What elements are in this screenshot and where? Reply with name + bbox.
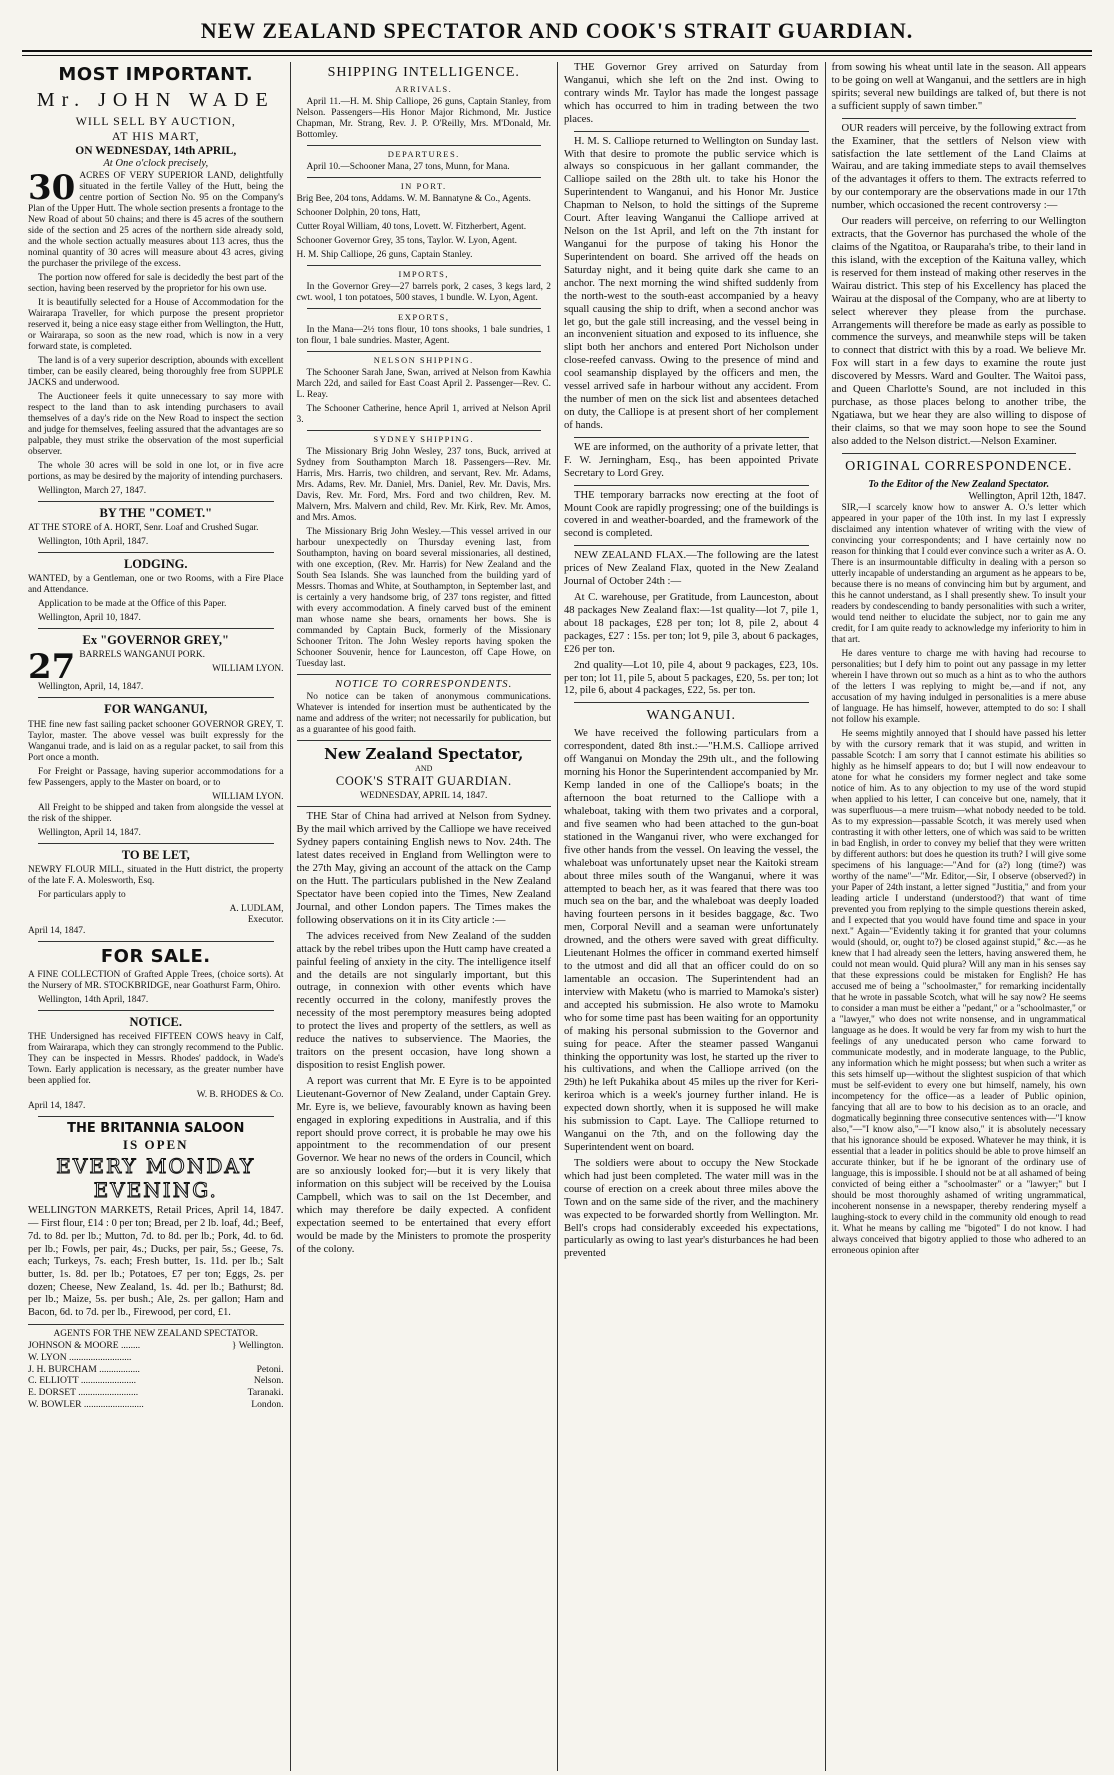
column-correspondence bbox=[825, 62, 1093, 1771]
shipping-entry: Schooner Dolphin, 20 tons, Hatt, bbox=[296, 207, 421, 218]
notice-text: No notice can be taken of anonymous communications. Whatever is intended for insertion must be authenticated by the name and address of the writer; not necessarily for publication, but as a guarantee of his good faith. bbox=[296, 691, 551, 735]
ad-paragraph: For particulars apply to bbox=[38, 889, 126, 900]
shipping-entry: April 10.—Schooner Mana, 27 tons, Munn, for Mana. bbox=[306, 161, 510, 172]
editorial-paragraph: THE Star of China had arrived at Nelson from Sydney. By the mail which arrived by the Calliope we have received Sydney papers containing English news to Nov. 24th. The latest dates received in England from Wellington were to the 27th May, giving an account of the attack on the Camp on the Hutt. The particulars published in the New Zealand Spectator have been copied into the Times, New Zealand Journal, and other London papers. The Times makes the following observations on it in its City article :— bbox=[296, 811, 551, 926]
agent-name: C. ELLIOTT ....................... bbox=[28, 1375, 137, 1387]
ad-paragraph: A FINE COLLECTION of Grafted Apple Trees, (choice sorts). At the Nursery of MR. STOCKBRIDGE, near Goathurst Farm, Ohiro. bbox=[28, 969, 284, 991]
ad-paragraph: The portion now offered for sale is decidedly the best part of the section, having been reserved by the proprietor for his own use. bbox=[28, 272, 284, 294]
ad-auctioneer-name: Mr. JOHN WADE bbox=[36, 88, 275, 111]
news-paragraph: 2nd quality—Lot 10, pile 4, about 9 packages, £23, 10s. per ton; lot 11, pile 5, about 5 packages, £20, 5s. per ton; lot 12, pile 6, about 4 packages, £22, 5s. per ton. bbox=[564, 659, 819, 697]
ad-signature: Wellington, April 14, 1847. bbox=[38, 827, 141, 838]
paper-and: AND bbox=[415, 763, 433, 773]
ad-notice-title: NOTICE. bbox=[129, 1014, 182, 1029]
ad-comet-title: BY THE "COMET." bbox=[99, 505, 213, 520]
divider bbox=[38, 552, 274, 553]
ad-paragraph: Application to be made at the Office of this Paper. bbox=[38, 599, 227, 610]
saloon-title: THE BRITANNIA SALOON bbox=[67, 1120, 245, 1136]
ad-governor-grey-title: Ex "GOVERNOR GREY," bbox=[82, 633, 229, 648]
ad-for-sale-title: FOR SALE. bbox=[100, 945, 211, 967]
divider bbox=[38, 843, 274, 844]
agent-row bbox=[28, 1375, 284, 1387]
ad-line: WILL SELL BY AUCTION, bbox=[75, 114, 236, 129]
subhead-sydney: SYDNEY SHIPPING. bbox=[373, 433, 475, 444]
paper-subtitle: COOK'S STRAIT GUARDIAN. bbox=[335, 773, 512, 788]
ad-line: AT HIS MART, bbox=[111, 128, 200, 143]
ad-date: ON WEDNESDAY, 14th APRIL, bbox=[75, 144, 237, 157]
columns bbox=[22, 62, 1092, 1771]
subhead-nelson: NELSON SHIPPING. bbox=[373, 354, 474, 365]
shipping-entry: April 11.—H. M. Ship Calliope, 26 guns, Captain Stanley, from Nelson. Passengers—His Honor Major Richmond, Mr. Justice Chapman, Mr. Strang, Rev. J. P. O'Reilly, Mrs. M'Donald, Mr. Bottomley. bbox=[296, 97, 551, 141]
divider bbox=[307, 145, 542, 146]
agent-name: W. LYON .......................... bbox=[28, 1351, 132, 1363]
divider bbox=[574, 131, 809, 132]
shipping-entry: Cutter Royal William, 40 tons, Lovett. W. Fitzherbert, Agent. bbox=[296, 221, 527, 232]
letter-paragraph: He dares venture to charge me with having had recourse to personalities; but I defy him to point out any passage in my letter wherein I have thrown out so much as a hint as to who the authors of the letters I was replying to might be,—and if not, any accusation of my having indulged in personalities is a mere abuse of language. He has himself, however, attempted to do so: I shall not follow his example. bbox=[831, 649, 1086, 726]
ad-paragraph: ACRES OF VERY SUPERIOR LAND, delightfully situated in the fertile Valley of the Hutt, being the centre portion of Section No. 95 on the Company's Plan of the Upper Hutt. The whole section presents a frontage to the New Road of about 50 chains; and there is 45 acres of the southern side of the section and 25 acres of the northern side already sold, and the whole section actually measures about 113 acres, thus the nominal quantity of 30 acres will measure about 43 acres, giving the purchaser the privilege of the excess. bbox=[28, 170, 284, 269]
divider bbox=[297, 806, 552, 807]
column-news bbox=[557, 62, 825, 1771]
agent-row bbox=[28, 1399, 284, 1411]
subhead-arrivals: ARRIVALS. bbox=[395, 84, 453, 95]
ad-name: A. LUDLAM, bbox=[229, 903, 284, 914]
ad-signature: Wellington, April 10, 1847. bbox=[38, 613, 141, 624]
masthead: NEW ZEALAND SPECTATOR AND COOK'S STRAIT GUARDIAN. bbox=[200, 18, 914, 43]
shipping-entry: Schooner Governor Grey, 35 tons, Taylor. W. Lyon, Agent. bbox=[296, 235, 517, 246]
news-paragraph: We have received the following particulars from a correspondent, dated 8th inst.:—"H.M.S. Calliope arrived off Wanganui on Monday the 29th ult., and the following morning his Honor the Superintendent accompanied by Mr. Kemp landed in one of the Calliope's boats; in the afternoon the boat returned to the Calliope with a whaleboat, taking with them two privates and a corporal, and five seamen who had been attached to the gun-boat stationed in the Wanganui river, who were exchanged for five other hands from the vessel. On leaving the vessel, the whaleboat was unfortunately upset near the Kaitoki stream about three miles south of the Wanganui, where it was attempted to beach her, as it was feared that there was too much sea on the bar, and the whaleboat was deeply loaded having fourteen persons in it besides baggage, &c. Two men, Corporal Nevill and a seaman were unfortunately drowned, and the others were saved with great difficulty. Lieutenant Holmes the officer in command exerted himself to the utmost and did all that an officer could do on so lamentable an occasion. The Superintendent had an interview with Maketu (who is married to Mamoka's sister) and accepted his submission. He also wrote to Mamoku who for some time past has been waiting for an opportunity of making his personal submission to the Governor and suing for peace. After the steamer passed Wanganui thinking the opportunity was lost, he started up the river to his cultivations, and when the Calliope arrived (on the 29th) he left Pukahika about 45 miles up the river for Keri-keriroa which is a week's journey further inland. He is expected down shortly, when it is supposed he will make his submission to Capt. Laye. The Calliope returned to Wanganui on the 7th, and on the following day the Superintendent went on board. bbox=[564, 728, 819, 1153]
ad-name: WILLIAM LYON. bbox=[212, 664, 284, 675]
divider bbox=[574, 702, 809, 703]
column-shipping bbox=[290, 62, 558, 1771]
ad-land-body bbox=[28, 167, 284, 497]
ad-to-let-title: TO BE LET, bbox=[121, 847, 190, 862]
news-paragraph: from sowing his wheat until late in the season. All appears to be going on well at Wanganui, and the settlers are in high spirits; several new buildings are talked of, but there is not a sufficient supply of sawn timber." bbox=[831, 62, 1086, 112]
letter-paragraph: SIR,—I scarcely know how to answer A. O.'s letter which appeared in your paper of the 10th inst. In my last I expressly disclaimed any intention whatever of writing with the view of convincing your correspondents; and I have certainly now no reason for thinking that I could ever convince such a writer as A. O. There is an insurmountable difficulty in dealing with a person so utterly incapable of understanding an argument as he appears to be, because there is no means of convincing him but by argument, and this he cannot understand, as I shall presently shew. To insult your readers by condescending to bandy personalities with such a writer, would tend neither to elucidate the subject, nor to gain me any credit, for I am quite ready to acknowledge my inferiority to him in that art. bbox=[831, 503, 1086, 646]
divider bbox=[307, 430, 542, 431]
correspondence-date: Wellington, April 12th, 1847. bbox=[968, 491, 1086, 502]
divider bbox=[28, 1324, 284, 1325]
ad-paragraph: NEWRY FLOUR MILL, situated in the Hutt district, the property of the late F. A. Molesworth, Esq. bbox=[28, 864, 284, 886]
editorial-paragraph: A report was current that Mr. E Eyre is to be appointed Lieutenant-Governor of New Zealand, under Captain Grey. Mr. Eyre is, we believe, favourably known as having been engaged in exploring expeditions in Australia, and if this report should prove correct, it is probable he may owe his appointment to the recommendation of our present Governor. We hear no news of the orders in Council, which are so anxiously looked for;—but it is very likely that information on this subject will be received by the Louisa Campbell, which was to sail on the 1st December, and which may therefore be daily expected. A confident expectation seemed to be entertained that every effort would be made by the Ministers to promote the prosperity of the colony. bbox=[296, 1075, 551, 1255]
divider bbox=[297, 740, 552, 741]
ad-signature: Wellington, 10th April, 1847. bbox=[38, 536, 149, 547]
divider bbox=[307, 265, 542, 266]
news-paragraph: OUR readers will perceive, by the following extract from the Examiner, that the settlers of Nelson view with satisfaction the late settlement of the Land Claims at Wairau, and are taking immediate steps to avail themselves of the advantages it offers to them. The extracts referred to by our contemporary are the observations made in our 17th number, which occasioned the recent controversy :— bbox=[831, 122, 1086, 212]
divider bbox=[38, 1010, 274, 1011]
saloon-open: IS OPEN bbox=[122, 1136, 189, 1152]
markets-prices: WELLINGTON MARKETS, Retail Prices, April 14, 1847. — First flour, £14 : 0 per ton; Bread, per 2 lb. loaf, 4d.; Beef, 7d. to 8d. per lb.; Mutton, 7d. to 8d. per lb.; Pork, 4d. to 6d. per lb.; Fowls, per pair, 4s.; Ducks, per pair, 5s.; Geese, 7s. each; Turkeys, 7s. each; Fresh butter, 1s. 11d. per lb.; Salt butter, 1s. 8d. per lb.; Potatoes, £7 per ton; Eggs, 2s. per dozen; Cheese, New Zealand, 1s. 4d. per lb.; Bathurst; 8d. per lb.; Maize, 5s. per bush.; Ale, 2s. per gallon; Ham and Bacon, 6d. to 7d. per lb., Firewood, per cord, £1. bbox=[28, 1205, 284, 1318]
news-paragraph: The soldiers were about to occupy the New Stockade which had just been completed. The water mill was in the course of erection on a creek about three miles above the Town and on the same side of the river, and the machinery was expected to be forwarded shortly from Wellington. Mr. Bell's crops had considerably exceeded his expectations, particularly as owing to last year's disturbances he had been prevented bbox=[564, 1157, 819, 1260]
divider bbox=[38, 501, 274, 502]
subhead-exports: EXPORTS, bbox=[398, 311, 450, 322]
shipping-entry: The Missionary Brig John Wesley, 237 tons, Buck, arrived at Sydney from Southampton March 18. Passengers—Rev. Mr. Harris, Mrs. Harris, two children, and servant, Rev. Mr. Adams, Mrs. Adams, Rev. Mr. Daniel, Mrs. Daniel, Rev. Mr. Davis, Mrs. Davis, Rev. Mr. Ford, Mrs. Ford and two children, Rev. M. Malvern, Mrs. Malvern and child, Rev. Mr. Kirk, Rev. Mr. Amos, and Mrs. Amos. bbox=[296, 446, 551, 523]
shipping-entry: Brig Bee, 204 tons, Addams. W. M. Bannatyne & Co., Agents. bbox=[296, 193, 531, 204]
ad-name: W. B. RHODES & Co. bbox=[196, 1089, 284, 1100]
news-paragraph: WE are informed, on the authority of a private letter, that F. W. Jerningham, Esq., has been appointed Private Secretary to Lord Grey. bbox=[564, 441, 819, 479]
agent-name: W. BOWLER ......................... bbox=[28, 1398, 144, 1410]
agent-row bbox=[28, 1364, 284, 1376]
ad-paragraph: The land is of a very superior description, abounds with excellent timber, can be easily cleared, being thoroughly free from SUPPLE JACKS and underwood. bbox=[28, 355, 284, 388]
wanganui-title: WANGANUI. bbox=[646, 708, 736, 724]
shipping-title: SHIPPING INTELLIGENCE. bbox=[327, 65, 520, 80]
subhead-in-port: IN PORT. bbox=[400, 180, 447, 191]
ad-paragraph: All Freight to be shipped and taken from alongside the vessel at the risk of the shipper. bbox=[28, 802, 284, 824]
agent-row bbox=[28, 1340, 284, 1352]
ad-lodging-title: LODGING. bbox=[123, 556, 188, 571]
divider bbox=[297, 674, 552, 675]
ad-signature: Wellington, April, 14, 1847. bbox=[38, 682, 144, 693]
agent-location bbox=[205, 1352, 284, 1364]
correspondence-to: To the Editor of the New Zealand Spectator. bbox=[868, 478, 1050, 490]
divider bbox=[38, 941, 274, 942]
saloon-evening: EVERY MONDAY EVENING. bbox=[56, 1153, 256, 1203]
agent-row bbox=[28, 1352, 284, 1364]
ad-name: WILLIAM LYON. bbox=[212, 791, 284, 802]
news-paragraph: NEW ZEALAND FLAX.—The following are the latest prices of New Zealand Flax, quoted in the New Zealand Journal of October 24th :— bbox=[564, 550, 819, 588]
agent-location: } Wellington. bbox=[231, 1340, 284, 1352]
divider bbox=[574, 545, 809, 546]
divider bbox=[38, 628, 274, 629]
shipping-entry: The Schooner Catherine, hence April 1, arrived at Nelson April 3. bbox=[296, 403, 551, 425]
agents-table bbox=[28, 1340, 284, 1410]
ad-paragraph: THE fine new fast sailing packet schooner GOVERNOR GREY, T. Taylor, master. The above vessel was built expressly for the Wanganui trade, and is laid on as a regular packet, to sail from this Port once a month. bbox=[28, 719, 284, 763]
agent-name: E. DORSET ......................... bbox=[28, 1386, 139, 1398]
news-paragraph: Our readers will perceive, on referring to our Wellington extracts, that the Governor has purchased the whole of the claims of the Ngatitoa, or Rauparaha's tribe, to their land in this island, with the exception of the Kaituna valley, which is reserved for them instead of making other reserves in the Wairau district. This step of his Excellency has placed the Wairau at the disposal of the Company, who are at liberty to select wherever they please from the purchase. Arrangements will therefore be made as early as possible to commence the surveys, and meanwhile steps will be taken to connect that district with this by a road. We believe Mr. Fox will start in a few days to examine the route just discovered by Messrs. Ward and Goulter. The Waitoi pass, and Queen Charlotte's Sound, are not included in this purchase, as those places belong to another tribe, the Ngatiawa, but we hear they are also willing to dispose of their claims, so that we may soon hope to see the Sound also added to the Nelson district.—Nelson Examiner. bbox=[831, 216, 1086, 447]
ad-signature: April 14, 1847. bbox=[28, 925, 86, 936]
ad-paragraph: For Freight or Passage, having superior accommodations for a few Passengers, apply to the Master on board, or to bbox=[28, 766, 284, 788]
paper-dateline: WEDNESDAY, APRIL 14, 1847. bbox=[360, 790, 488, 801]
ad-signature: April 14, 1847. bbox=[28, 1100, 86, 1111]
ad-paragraph: It is beautifully selected for a House of Accommodation for the Wairarapa Traveller, for which purpose the present proprietor reserved it, being a nice easy stage either from Wellington, the Hutt, or Wairarapa, so soon as the new road, which is now in a very forward state, is completed. bbox=[28, 297, 284, 352]
ad-signature: Wellington, March 27, 1847. bbox=[38, 485, 147, 496]
paper-name: New Zealand Spectator, bbox=[324, 744, 524, 763]
ad-paragraph: BARRELS WANGANUI PORK. bbox=[79, 650, 205, 661]
divider bbox=[38, 697, 274, 698]
ad-paragraph: The whole 30 acres will be sold in one lot, or in five acre portions, as may be desired by the majority of intending purchasers. bbox=[28, 460, 284, 482]
ad-role: Executor. bbox=[247, 914, 284, 925]
agent-name: JOHNSON & MOORE ........ bbox=[28, 1340, 141, 1352]
agent-location: Nelson. bbox=[253, 1375, 284, 1387]
column-advertisements bbox=[22, 62, 290, 1771]
agent-location: London. bbox=[251, 1398, 284, 1410]
ad-signature: Wellington, 14th April, 1847. bbox=[38, 994, 149, 1005]
agent-location: Taranaki. bbox=[247, 1386, 284, 1398]
shipping-entry: The Schooner Sarah Jane, Swan, arrived at Nelson from Kawhia March 22d, and sailed for East Coast April 2. Passenger—Rev. C. L. Reay. bbox=[296, 367, 551, 400]
ad-dropcap: 30 bbox=[28, 167, 76, 208]
divider bbox=[574, 485, 809, 486]
news-paragraph: At C. warehouse, per Gratitude, from Launceston, about 48 packages New Zealand flax:—1st quality—lot 7, pile 1, about 18 packages, £28 per ton; lot 8, pile 2, about 4 packages, £27 : 15s. per ton; lot 9, pile 3, about 6 packages, £26 per ton. bbox=[564, 592, 819, 655]
ad-paragraph: THE Undersigned has received FIFTEEN COWS heavy in Calf, from Wairarapa, which they can strongly recommend to the Public. They can be inspected in Messrs. Rhodes' paddock, in Wade's Town. Early application is necessary, as the greater number have been applied for. bbox=[28, 1031, 284, 1086]
editorial-paragraph: The advices received from New Zealand of the sudden attack by the rebel tribes upon the Hutt camp have created a painful feeling of anxiety in the city. The intelligence itself and the details are not singularly important, but this outrage, in connexion with other events which have recently occurred in the colony, manifestly proves the necessity of the most peremptory measures being adopted to protect the lives and property of the settlers, as well as reduce the natives to subservience. The Maories, the traitors on the present occasion, have long shown a disposition to resist English power. bbox=[296, 930, 551, 1071]
news-paragraph: H. M. S. Calliope returned to Wellington on Sunday last. With that desire to promote the public service which is always so conspicuous in her gallant commander, the Calliope sailed on the 28th ult. to take his Honor the Superintendent to Wanganui, and his Honor Mr. Justice Chapman to Nelson, to hold the sittings of the Supreme Court. After leaving Wanganui the Calliope arrived at Nelson on the 1st April, and left on the 7th instant for Wanganui for the purpose of taking his Honor the Superintendent on board. She arrived off the heads on Saturday night, and it being quite dark she came to an anchor. The next morning the wind shifted suddenly from the north-west to the south-east accompanied by a heavy squall causing the ship to drift, when a second anchor was let go, but the gale still increasing, and the vessel being in an inconvenient situation and exposed to its influence, she slipt both her anchors and entered Port Nicholson under close-reefed canvass. Owing to the presence of mind and cool seamanship displayed by the officers and men, the vessel arrived safe in harbour without any accident. From the number of men on the sick list and absentees detached on duty, the Calliope is at present short of her complement of hands. bbox=[564, 135, 819, 431]
news-paragraph: THE Governor Grey arrived on Saturday from Wanganui, which she left on the 2nd inst. Owing to contrary winds Mr. Taylor has made the longest passage which has occurred to him in trading between the two places. bbox=[564, 62, 819, 125]
shipping-entry: In the Governor Grey—27 barrels pork, 2 cases, 3 kegs lard, 2 cwt. wool, 1 ton potatoes, 500 staves, 1 bundle. W. Lyon, Agent. bbox=[296, 281, 551, 303]
ad-paragraph: The Auctioneer feels it quite unnecessary to say more with respect to the land than to ask intending purchasers to avail themselves of a day's ride on the New Road to inspect the section and judge for themselves, feeling assured that the advantages are so palpable, they must strike the observation of the most superficial observer. bbox=[28, 391, 284, 457]
agents-title: AGENTS FOR THE NEW ZEALAND SPECTATOR. bbox=[53, 1328, 258, 1339]
correspondence-title: ORIGINAL CORRESPONDENCE. bbox=[845, 458, 1073, 474]
agent-name: J. H. BURCHAM ................. bbox=[28, 1363, 140, 1375]
divider bbox=[307, 351, 542, 352]
subhead-departures: DEPARTURES. bbox=[387, 149, 460, 160]
letter-paragraph: He seems mightily annoyed that I should have passed his letter by with the cursory remark that it was stupid, and written in passable Scotch: I am sorry that I cannot estimate his abilities so highly as he himself appears to do; but I will now endeavour to atone for what he considers my former neglect and take some notice of him. As to any objection to my use of the word stupid when applied to his letter, I can conceive but one, namely, that it was superfluous—a mere truism—what nobody needed to be told. As to my expression—passable Scotch, it was merely used when contrasting it with other letters, one of which was said to be written in bad English, in order to convey my belief that they were written by different authors: but does he question its truth? I will give some specimens of his language:—"And for (a?) long (time?) was worthy of the name"—"Mr. Editor,—Sir, I observe (observed?) in your Paper of 24th instant, a letter signed "Justitia," and from your leading article I understand (understood?) that want of time prevented you from replying to the simple questions therein asked, and I expected that you would have found time and space in your next." Again—"Evidently taking it for granted that your columns would (should, or, ought to?) be closed against stupid," &c.—as he knew that I had already seen the letters, having answered them, he could not mean would. Quid plura? Will any man in his senses say that these expressions could be mistaken for English? He has accused me of being a "schoolmaster," for remarking incidentally that he wrote in passable Scotch, what will he say now? He seems to consider a man must be either a "pedant," or a "schoolmaster," or a "lawyer," who does not write nonsense, and in ungrammatical language as he does. It would be very far from my wish to hurt the feelings of any uneducated person who came forward to communicate modestly, and in moderate language, to the Public, any information which he might possess; but when such a writer as this sets himself up—without the slightest suspicion of that which must be self-evident to every one but himself, namely, his own incompetency for the office—as a leader of Public opinion, fancying that all are to bow to his decision as to an oracle, and dogmatically beginning three consecutive sentences with—"I know also,"—"I know also,"—"I know also," it is absolutely necessary that his ignorance should be exposed. Whatever he may think, it is essential that a leader in politics should be able to prove himself an accurate thinker, but if he be ignorant of the ordinary use of language, this is impossible. I should not be at all ashamed of being convicted of being either a "schoolmaster" or a "lawyer;" but I should be most thoroughly ashamed of writing ungrammatical, incoherent nonsense in a newspaper, thereby rendering myself a laughing-stock to every child in the community old enough to read it. What he means by calling me "bigoted" I do not know. I had always conceived that bigotry applied to those who adhered to an erroneous opinion after bbox=[831, 729, 1086, 1257]
ad-paragraph: WANTED, by a Gentleman, one or two Rooms, with a Fire Place and Attendance. bbox=[28, 574, 284, 596]
shipping-entry: H. M. Ship Calliope, 26 guns, Captain Stanley. bbox=[296, 249, 473, 260]
agent-row bbox=[28, 1387, 284, 1399]
masthead-rule bbox=[22, 50, 1092, 56]
ad-dropcap: 27 bbox=[28, 647, 76, 688]
divider bbox=[842, 118, 1077, 119]
shipping-entry: In the Mana—2½ tons flour, 10 tons shooks, 1 bale sundries, 1 ton flour, 1 bale sundries. Master, Agent. bbox=[296, 324, 551, 346]
news-paragraph: THE temporary barracks now erecting at the foot of Mount Cook are rapidly progressing; one of the buildings is covered in and weather-boarded, and the framework of the second is completed. bbox=[564, 489, 819, 540]
divider bbox=[574, 437, 809, 438]
shipping-entry: The Missionary Brig John Wesley.—This vessel arrived in our harbour unexpectedly on Thursday evening last, from Southampton, having on board several missionaries, all destined, with one exception, (Rev. Mr. Harris) for New Zealand and the South Sea Islands. She was launched from the building yard of Messrs. Thomas and White, at Southampton, in September last, and is certainly a very handsome brig, of 237 tons register, and fitted with every accommodation. A finely carved bust of the eminent man whose name she bears, ornaments her bows. She is commanded by Captain Buck, formerly of the Missionary Schooner Triton. The John Wesley reports having spoken the Schooner Souvenir, hence for Launceston, off Cape Howe, on Tuesday last. bbox=[296, 526, 551, 669]
agent-location: Petoni. bbox=[256, 1363, 284, 1375]
ad-time: At One o'clock precisely, bbox=[103, 157, 209, 169]
divider bbox=[307, 308, 542, 309]
ad-wanganui-title: FOR WANGANUI, bbox=[104, 702, 208, 717]
ad-most-important-title: MOST IMPORTANT. bbox=[58, 64, 254, 85]
divider bbox=[842, 453, 1077, 454]
divider bbox=[38, 1116, 274, 1117]
notice-title: NOTICE TO CORRESPONDENTS. bbox=[335, 678, 513, 690]
ad-paragraph: AT THE STORE of A. HORT, Senr. Loaf and Crushed Sugar. bbox=[28, 522, 259, 533]
divider bbox=[307, 177, 542, 178]
subhead-imports: IMPORTS, bbox=[398, 268, 449, 279]
